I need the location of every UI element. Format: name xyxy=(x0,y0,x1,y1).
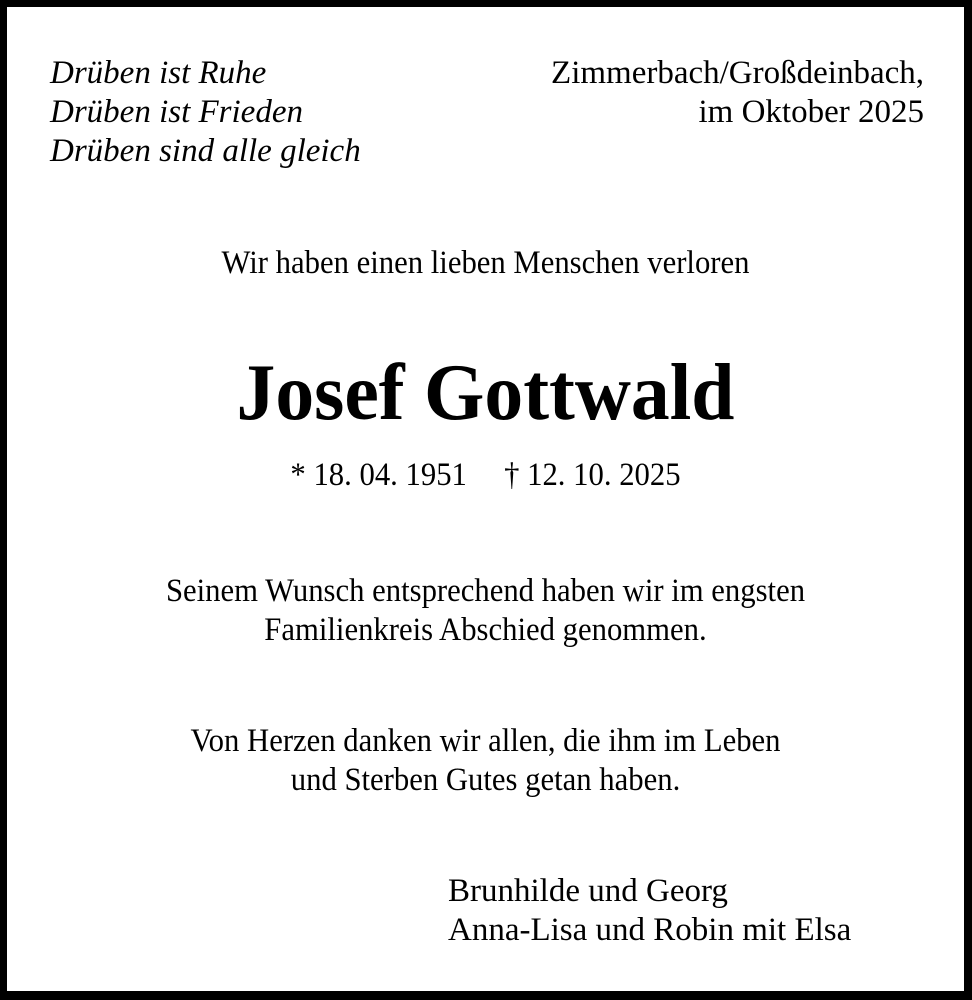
mourners-signature xyxy=(448,872,851,950)
paragraph-line: und Sterben Gutes getan haben. xyxy=(290,762,681,798)
birth-date: * 18. 04. 1951 xyxy=(290,457,467,493)
motto-line: Drüben ist Ruhe xyxy=(50,55,267,91)
deceased-name: Josef Gottwald xyxy=(236,349,735,437)
paragraph-line: Familienkreis Abschied genommen. xyxy=(264,612,707,648)
place-line: Zimmerbach/Großdeinbach, xyxy=(551,55,924,91)
signer-line: Anna-Lisa und Robin mit Elsa xyxy=(448,912,852,948)
place-and-date xyxy=(551,54,924,132)
life-dates xyxy=(40,455,930,495)
paragraph-line: Von Herzen danken wir allen, die ihm im Leben xyxy=(190,723,781,759)
paragraph-line: Seinem Wunsch entsprechend haben wir im engsten xyxy=(165,573,806,609)
thanks-paragraph xyxy=(40,722,930,800)
intro-text: Wir haben einen lieben Menschen verloren xyxy=(221,245,750,281)
obituary-notice xyxy=(7,7,964,991)
signer-line: Brunhilde und Georg xyxy=(448,873,728,909)
motto-verse xyxy=(50,54,361,171)
date-line: im Oktober 2025 xyxy=(698,94,924,130)
death-date: † 12. 10. 2025 xyxy=(504,457,681,493)
motto-line: Drüben sind alle gleich xyxy=(50,133,361,169)
farewell-paragraph xyxy=(40,572,930,650)
motto-line: Drüben ist Frieden xyxy=(50,94,303,130)
